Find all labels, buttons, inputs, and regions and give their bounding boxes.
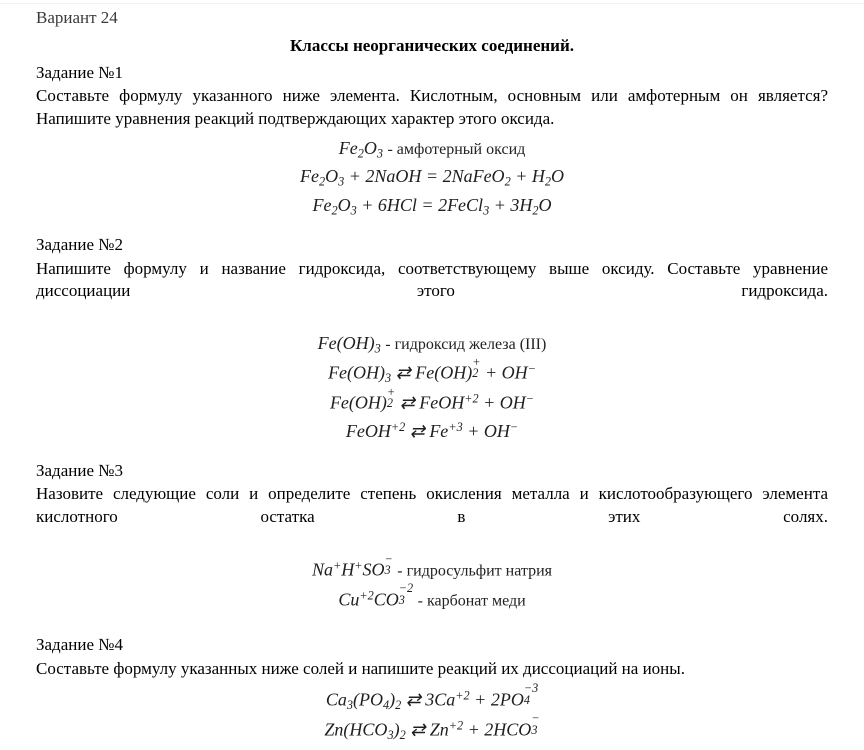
formula-line: $Fe_2O_3 + 6HCl$ = 2FeCl$_3$ + $3H_2O$ (312, 194, 552, 218)
task-block-2 (36, 234, 828, 445)
task-heading-2: Задание №2 (36, 235, 123, 255)
task-text-4: Составьте формулу указанных ниже солей и напишите реакций их диссоциаций на ионы. (36, 658, 685, 678)
task-block-4 (36, 634, 828, 744)
formula-line: $Cu^{+2}CO$ −2 3 - карбонат меди (338, 581, 526, 610)
task-block-3 (36, 460, 828, 615)
page-top-edge (0, 0, 864, 4)
formula-line: $Fe_2O_3$ + 2NaOH = 2NaFeO$_2$ + $H_2O$ (300, 166, 564, 189)
formula-block-3 (36, 551, 828, 614)
formula-block-4 (36, 681, 828, 745)
formula-line: Fe(OH) + 2 ⇄ FeOH$^{+2}$ + OH− (329, 384, 535, 413)
document-title: Классы неорганических соединений. (289, 36, 575, 55)
formula-block-1 (36, 135, 828, 220)
formula-line: $Zn(HCO_3)_2$ ⇄ $Zn^{+2} + 2HCO$ − 3 (324, 711, 540, 742)
task-heading-3: Задание №3 (36, 460, 123, 480)
task-text-3: Назовите следующие соли и определите степень окисления металла и кислотообразующего элемента кислотного остатка в этих солях. (36, 484, 828, 526)
document-body (36, 62, 828, 750)
variant-label: Вариант 24 (36, 8, 118, 27)
formula-line: Na+H+SO − 3 - гидросульфит натрия (311, 551, 553, 580)
formula-block-2 (36, 330, 828, 446)
formula-line: $Fe(OH)_3$ - гидроксид железа (III) (317, 332, 547, 356)
formula-line: $Ca_3(PO_4)_2$ ⇄ $3Ca^{+2} + 2PO$ −3 4 (325, 681, 539, 712)
task-heading-4: Задание №4 (36, 635, 123, 655)
formula-line: $Fe(OH)_3$ ⇄ Fe(OH) + 2 + OH− (328, 354, 536, 386)
formula-line: FeOH$^{+2}$ ⇄ $Fe^{+3} + OH^-$ (345, 419, 519, 441)
task-text-2: Напишите формулу и название гидроксида, соответствующему выше оксиду. Составьте уравнение диссоциации этого гидроксида. (36, 258, 828, 301)
task-text-1: Составьте формулу указанного ниже элемента. Кислотным, основным или амфотерным он является? Напишите уравнения реакций подтверждающих характер этого оксида. (36, 86, 828, 129)
formula-line: $Fe_2O_3$ - амфотерный оксид (338, 137, 526, 161)
task-heading-1: Задание №1 (36, 63, 123, 82)
task-block-1 (36, 62, 828, 220)
